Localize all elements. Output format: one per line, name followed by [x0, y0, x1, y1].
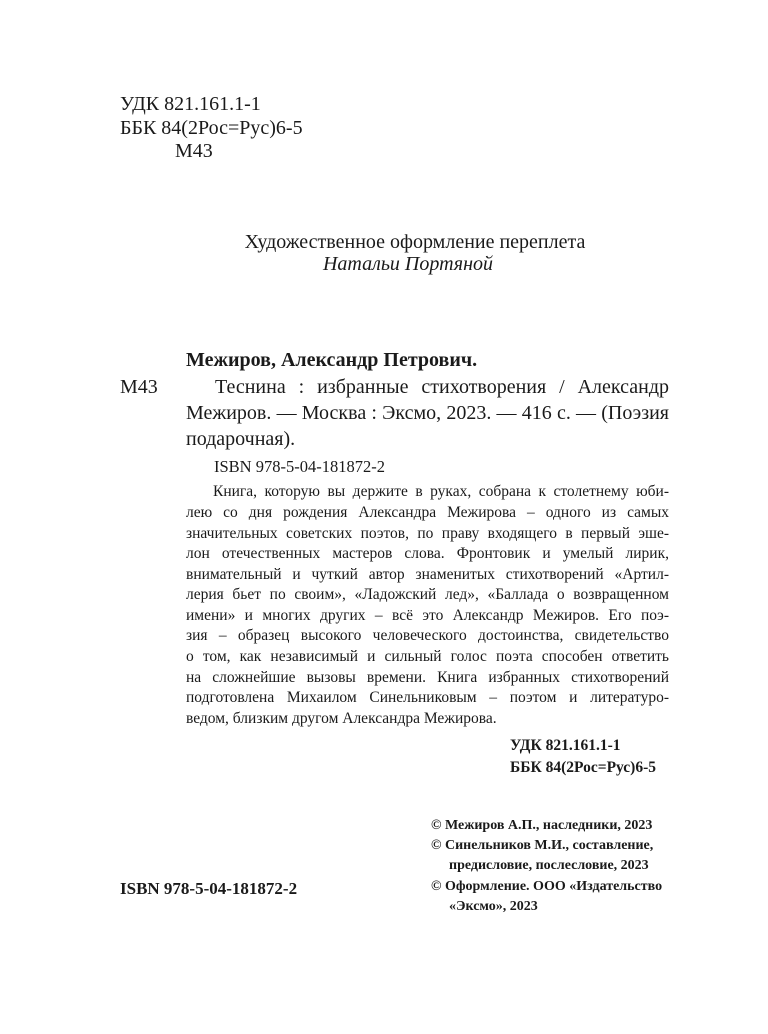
footer-bbk: ББК 84(2Рос=Рус)6-5: [510, 759, 657, 776]
annotation-line: лею со дня рождения Александра Межирова – одного из самых: [186, 504, 669, 521]
catalog-description-line: Межиров. — Москва : Эксмо, 2023. — 416 с. — (Поэзия: [186, 402, 669, 424]
annotation-line: зия – образец высокого человеческого достоинства, свидетельство: [186, 627, 669, 644]
footer-udk: УДК 821.161.1-1: [510, 737, 621, 754]
author-mark: М43: [175, 140, 213, 162]
copyright-line: © Межиров А.П., наследники, 2023: [431, 818, 653, 833]
annotation-line: имени» и многих других – всё это Александр Межиров. Его поэ-: [186, 607, 669, 624]
catalog-description-line: подарочная).: [186, 428, 296, 450]
udk-code: УДК 821.161.1-1: [120, 93, 261, 115]
copyright-line: предисловие, послесловие, 2023: [449, 858, 649, 873]
footer-isbn: ISBN 978-5-04-181872-2: [120, 879, 298, 898]
design-credit-line: Художественное оформление переплета: [244, 231, 586, 253]
copyright-line: © Оформление. ООО «Издательство: [431, 879, 663, 894]
catalog-author: Межиров, Александр Петрович.: [186, 349, 478, 371]
copyright-line: © Синельников М.И., составление,: [431, 838, 654, 853]
annotation-line: лерия бьет по своим», «Ладожский лед», «Баллада о возвращенном: [186, 586, 669, 603]
design-credit-name: Натальи Портяной: [322, 253, 494, 275]
annotation-line: подготовлена Михаилом Синельниковым – поэтом и литературо-: [186, 689, 669, 706]
copyright-line: «Эксмо», 2023: [449, 899, 538, 914]
annotation-line: о том, как независимый и сильный голос поэта способен ответить: [186, 648, 669, 665]
annotation-line: значительных советских поэтов, по праву входящего в первый эше-: [186, 525, 669, 542]
catalog-description-line: Теснина : избранные стихотворения / Александр: [215, 376, 669, 398]
annotation-line: ведом, близким другом Александра Межирова.: [186, 710, 497, 727]
catalog-author-mark: М43: [120, 376, 158, 398]
annotation-line: Книга, которую вы держите в руках, собрана к столетнему юби-: [213, 483, 669, 500]
annotation-line: внимательный и чуткий автор знаменитых стихотворений «Артил-: [186, 566, 669, 583]
bbk-code: ББК 84(2Рос=Рус)6-5: [120, 117, 303, 139]
catalog-isbn: ISBN 978-5-04-181872-2: [214, 457, 385, 476]
annotation-line: лон отечественных мастеров слова. Фронтовик и умелый лирик,: [186, 545, 669, 562]
annotation-line: на сложнейшие вызовы времени. Книга избранных стихотворений: [186, 669, 669, 686]
